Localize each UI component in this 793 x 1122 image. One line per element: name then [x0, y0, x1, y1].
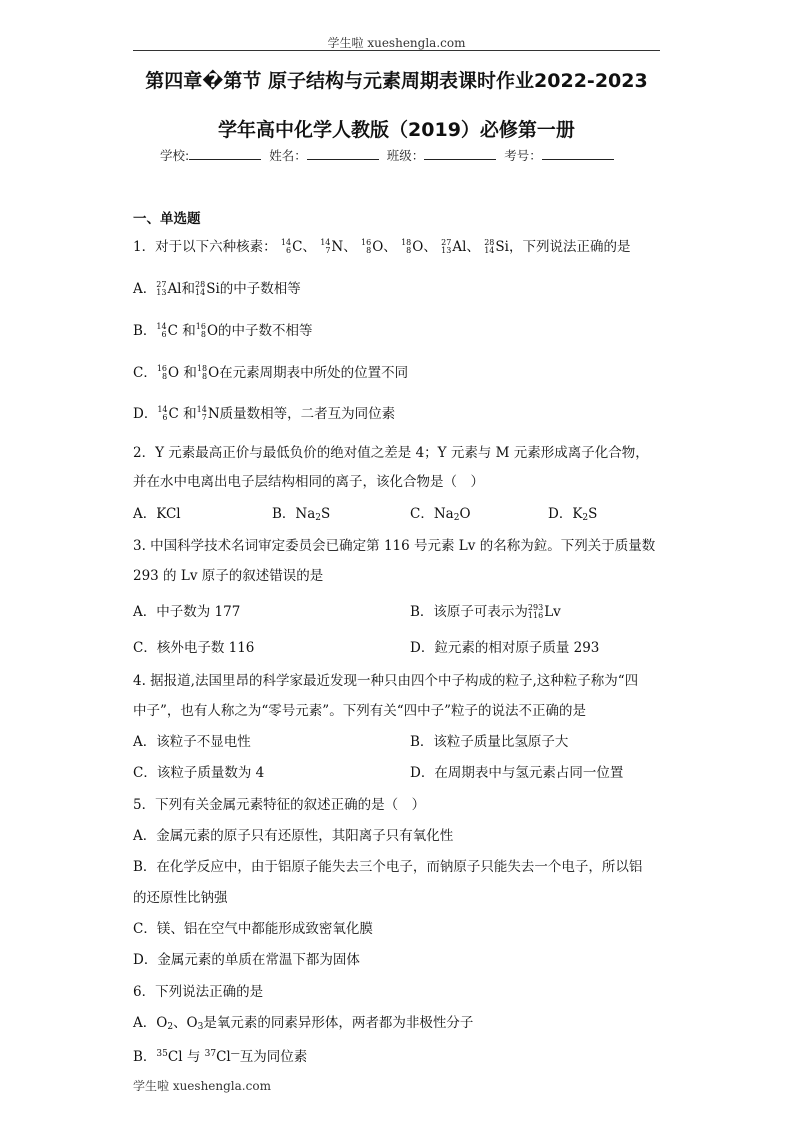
footer-site: 学生啦 xueshengla.com [133, 1079, 271, 1093]
q6-option-b[interactable]: B．$^{35}$Cl 与 $^{37}$Cl—互为同位素 [133, 1049, 308, 1065]
question-3-stem-line-1: 3. 中国科学技术名词审定委员会已确定第 116 号元素 Lv 的名称为鉝。下列关于质量数 [133, 538, 656, 554]
q5-option-b-line-1[interactable]: B．在化学反应中，由于铝原子能失去三个电子，而钠原子只能失去一个电子，所以铝 [133, 859, 643, 875]
header-site: 学生啦 xueshengla.com [327, 36, 466, 50]
section-heading: 一、单选题 [133, 211, 201, 227]
q5-option-d[interactable]: D．金属元素的单质在常温下都为固体 [133, 952, 360, 968]
q4-option-a[interactable]: A．该粒子不显电性 [133, 734, 251, 750]
q5-option-c[interactable]: C．镁、铝在空气中都能形成致密氧化膜 [133, 921, 373, 937]
question-6-stem: 6．下列说法正确的是 [133, 984, 264, 1000]
q5-option-b-line-2[interactable]: 的还原性比钠强 [133, 890, 228, 906]
school-field[interactable] [189, 147, 261, 160]
question-1-stem: 1．对于以下六种核素： 14 6 C、 14 7 N、 16 8 O、 18 8 O、 27 13 Al、 28 14 Si，下列说法正确的是 [133, 237, 631, 255]
q3-option-a[interactable]: A．中子数为 177 [133, 604, 241, 620]
nuclide-n14: 14 7 N [320, 237, 344, 255]
class-label: 班级： [386, 148, 425, 163]
question-4-stem-line-1: 4. 据报道,法国里昂的科学家最近发现一种只由四个中子构成的粒子,这种粒子称为“四 [133, 673, 639, 689]
question-2-stem-line-2: 并在水中电离出电子层结构相同的离子，该化合物是（ ） [133, 474, 484, 490]
question-2-stem-line-1: 2．Y 元素最高正价与最低负价的绝对值之差是 4；Y 元素与 M 元素形成离子化合物， [133, 445, 649, 461]
name-field[interactable] [307, 147, 379, 160]
q2-option-c[interactable]: C．$Na_2O$ [410, 506, 471, 523]
q3-option-c[interactable]: C．核外电子数 116 [133, 640, 255, 656]
q2-option-a[interactable]: A．KCl [133, 506, 181, 522]
q1-stem-suffix: ，下列说法正确的是 [508, 239, 631, 255]
nuclide-o16: 16 8 O [361, 237, 384, 255]
q2-option-d[interactable]: D．$K_2S$ [548, 506, 598, 523]
class-field[interactable] [424, 147, 496, 160]
q1-option-c[interactable]: C． 16 8 O 和 18 8 O在元素周期表中所处的位置不同 [133, 363, 409, 381]
number-label: 考号： [504, 148, 542, 163]
question-5-stem: 5．下列有关金属元素特征的叙述正确的是（ ） [133, 797, 426, 813]
q1-stem-prefix: 1．对于以下六种核素： [133, 239, 277, 255]
number-field[interactable] [542, 147, 614, 160]
q2-option-b[interactable]: B．$Na_2S$ [272, 506, 331, 523]
question-3-stem-line-2: 293 的 Lv 原子的叙述错误的是 [133, 568, 324, 584]
q6-option-a[interactable]: A．$O_2$、$O_3$是氧元素的同素异形体，两者都为非极性分子 [133, 1015, 474, 1032]
name-label: 姓名： [269, 148, 307, 163]
q1-option-b[interactable]: B． 14 6 C 和 16 8 O的中子数不相等 [133, 321, 313, 339]
nuclide-c14: 14 6 C [280, 237, 303, 255]
nuclide-si28: 28 14 Si [484, 237, 509, 255]
student-info-row [160, 146, 618, 164]
q1-option-a[interactable]: A． 27 13 Al和 28 14 Si的中子数相等 [133, 279, 301, 297]
title-line-1: 第四章�第节 原子结构与元素周期表课时作业2022-2023 [145, 70, 648, 92]
header-divider [133, 50, 660, 51]
nuclide-o18: 18 8 O [401, 237, 424, 255]
school-label: 学校: [160, 148, 190, 163]
q4-option-c[interactable]: C．该粒子质量数为 4 [133, 765, 265, 781]
question-4-stem-line-2: 中子”，也有人称之为“零号元素”。下列有关“四中子”粒子的说法不正确的是 [133, 703, 587, 719]
q5-option-a[interactable]: A．金属元素的原子只有还原性，其阳离子只有氧化性 [133, 828, 454, 844]
title-line-2: 学年高中化学人教版（2019）必修第一册 [218, 119, 575, 141]
q3-option-b[interactable]: B．该原子可表示为 293 116 Lv [410, 602, 561, 620]
q4-option-b[interactable]: B．该粒子质量比氢原子大 [410, 734, 569, 750]
q1-option-d[interactable]: D． 14 6 C 和 14 7 N质量数相等，二者互为同位素 [133, 404, 396, 422]
q4-option-d[interactable]: D．在周期表中与氢元素占同一位置 [410, 765, 624, 781]
q3-option-d[interactable]: D．鉝元素的相对原子质量 293 [410, 640, 600, 656]
nuclide-al27: 27 13 Al [441, 237, 467, 255]
